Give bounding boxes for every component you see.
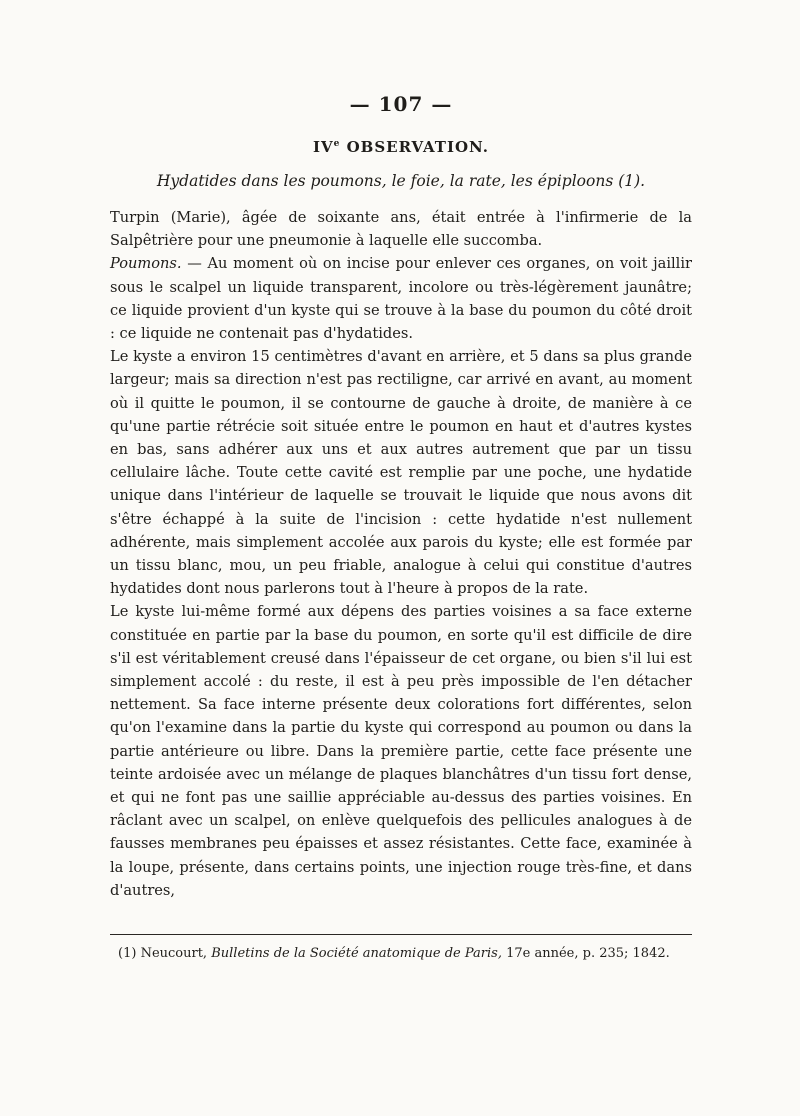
subtitle: Hydatides dans les poumons, le foie, la rate, les épiploons (1). (156, 172, 646, 190)
footnote (110, 945, 692, 963)
paragraph-text: Le kyste a environ 15 centimètres d'avant en arrière, et 5 dans sa plus grande largeur; mais sa direction n'est pas rectiligne, car arrivé en avant, au moment où il quitte le poumon, il se contourne de gauche à droite, de manière à ce qu'une partie rétrécie soit située entre le poumon en haut et d'autres kystes en bas, sans adhérer aux uns et aux autres autrement que par un tissu cellulaire lâche. Toute cette cavité est remplie par une poche, une hydatide unique dans l'intérieur de laquelle se trouvait le liquide que nous avons dit s'être échappé à la suite de l'incision : cette hydatide n'est nullement adhérente, mais simplement accolée aux parois du kyste; elle est formée par un tissu blanc, mou, un peu friable, analogue à celui qui constitue d'autres hydatides dont nous parlerons tout à l'heure à propos de la rate. (110, 348, 692, 598)
page-number: — 107 — (349, 92, 453, 116)
paragraph (110, 252, 692, 345)
paragraph (110, 600, 692, 902)
page (110, 92, 692, 963)
observation-numeral: IV (312, 138, 334, 156)
paragraph-lead: Poumons. (110, 255, 182, 273)
observation-heading (110, 138, 692, 156)
paragraph-text: Le kyste lui-même formé aux dépens des parties voisines a sa face externe constituée en partie par la base du poumon, en sorte qu'il est difficile de dire s'il est véritablement creusé dans l'épaisseur de cet organe, ou bien s'il lui est simplement accolé : du reste, il est à peu près impossible de l'en détacher nettement. Sa face interne présente deux colorations fort différentes, selon qu'on l'examine dans la partie du kyste qui correspond au poumon ou dans la partie antérieure ou libre. Dans la première partie, cette face présente une teinte ardoisée avec un mélange de plaques blanchâtres d'un tissu fort dense, et qui ne font pas une saillie appréciable au-dessus des parties voisines. En râclant avec un scalpel, on enlève quelquefois des pellicules analogues à de fausses membranes peu épaisses et assez résistantes. Cette face, examinée à la loupe, présente, dans certains points, une injection rouge très-fine, et dans d'autres, (110, 603, 692, 899)
footnote-divider (110, 934, 692, 935)
footnote-journal: Bulletins de la Société anatomique de Paris, (211, 946, 502, 962)
footnote-author: Neucourt, (140, 946, 208, 962)
footnote-marker: (1) (118, 946, 137, 962)
observation-title: OBSERVATION. (346, 138, 490, 156)
observation-suffix: e (333, 139, 341, 149)
paragraph (110, 206, 692, 252)
footnote-rest: 17e année, p. 235; 1842. (506, 946, 670, 962)
body-text (110, 206, 692, 902)
paragraph (110, 345, 692, 600)
paragraph-text: — Au moment où on incise pour enlever ces organes, on voit jaillir sous le scalpel un liquide transparent, incolore ou très-légèrement jaunâtre; ce liquide provient d'un kyste qui se trouve à la base du poumon du côté droit : ce liquide ne contenait pas d'hydatides. (110, 255, 692, 343)
paragraph-text: Turpin (Marie), âgée de soixante ans, était entrée à l'infirmerie de la Salpêtrière pour une pneumonie à laquelle elle succomba. (110, 209, 692, 250)
